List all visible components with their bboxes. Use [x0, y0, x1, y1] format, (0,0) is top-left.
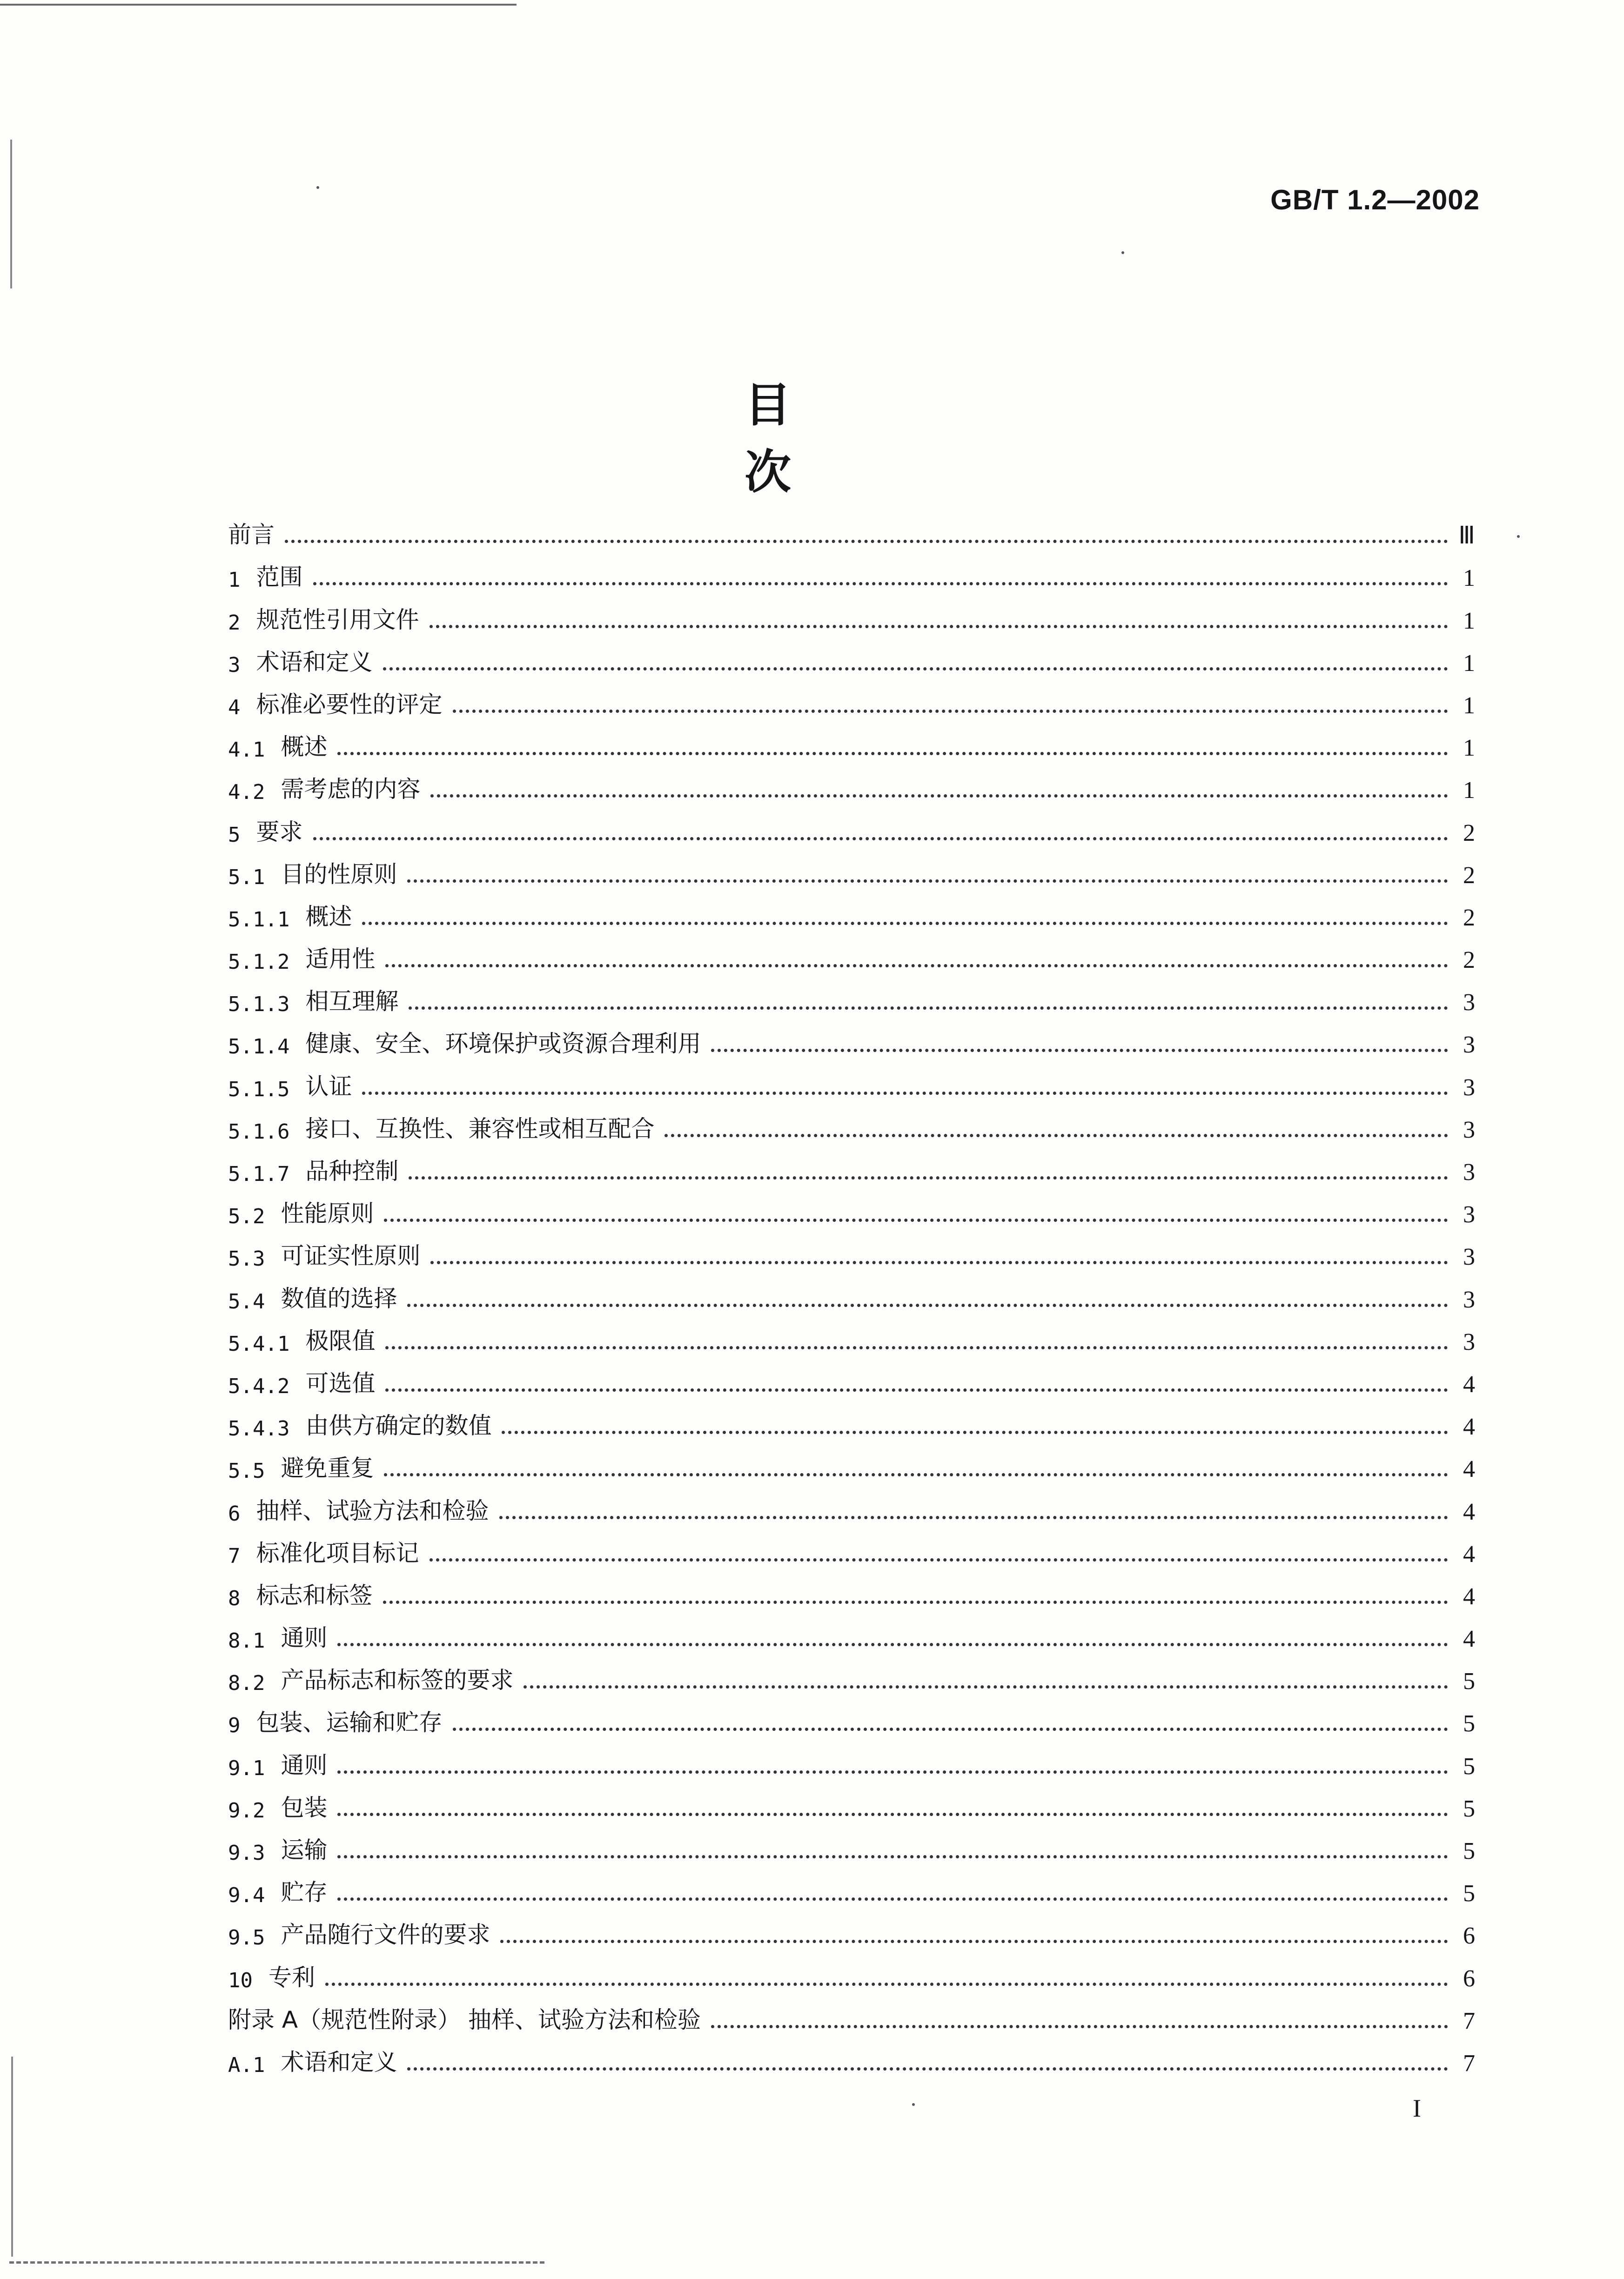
- toc-entry-label: 术语和定义: [256, 648, 373, 676]
- toc-entry-label: 通则: [281, 1624, 328, 1652]
- toc-leader-dots: [407, 2067, 1448, 2071]
- toc-entry-number: 4.2: [228, 780, 265, 804]
- toc-leader-dots: [711, 1048, 1448, 1052]
- toc-entry-number: 10: [228, 1968, 253, 1992]
- toc-leader-dots: [384, 1218, 1448, 1222]
- toc-entry-number: 9.2: [228, 1798, 265, 1823]
- toc-entry-label: 认证: [305, 1072, 352, 1100]
- toc-entry-label: 需考虑的内容: [281, 776, 421, 803]
- toc-entry-label: 极限值: [305, 1327, 376, 1354]
- toc-entry: [228, 1526, 1475, 1568]
- toc-entry-page: 1: [1463, 565, 1475, 592]
- toc-entry-number: 8: [228, 1586, 241, 1610]
- scan-edge-mark: [10, 140, 12, 288]
- toc-entry-label: 要求: [256, 818, 303, 845]
- toc-entry-page: 2: [1463, 947, 1475, 974]
- toc-entry-page: 3: [1463, 1328, 1475, 1355]
- toc-leader-dots: [385, 1346, 1448, 1349]
- toc-entry-page: 5: [1463, 1710, 1475, 1737]
- toc-leader-dots: [383, 1600, 1449, 1604]
- toc-entry: [228, 592, 1475, 634]
- toc-leader-dots: [429, 1558, 1449, 1562]
- toc-entry-page: 3: [1463, 1159, 1475, 1186]
- toc-entry-label: 性能原则: [281, 1200, 374, 1227]
- toc-leader-dots: [430, 794, 1448, 798]
- standard-code: GB/T 1.2—2002: [1270, 184, 1480, 215]
- toc-leader-dots: [409, 1176, 1448, 1180]
- scan-speck: [316, 186, 319, 189]
- toc-entry-label: 可选值: [305, 1369, 376, 1397]
- toc-entry-label: 运输: [281, 1837, 328, 1863]
- toc-entry-number: 5: [228, 823, 241, 847]
- toc-entry-page: 4: [1463, 1583, 1475, 1610]
- toc-leader-dots: [430, 1260, 1448, 1264]
- toc-entry: [228, 1441, 1475, 1483]
- toc-entry-number: 8.1: [228, 1629, 265, 1653]
- toc-leader-dots: [409, 1006, 1448, 1010]
- toc-entry-label: 健康、安全、环境保护或资源合理利用: [305, 1030, 701, 1058]
- toc-entry-number: 5.4.1: [228, 1332, 290, 1356]
- toc-entry-label: 由供方确定的数值: [305, 1412, 492, 1440]
- toc-entry-label: 概述: [281, 733, 328, 761]
- toc-entry-page: 1: [1463, 735, 1475, 762]
- toc-entry-label: 标准必要性的评定: [256, 690, 443, 718]
- toc-entry-page: 7: [1463, 2007, 1475, 2034]
- toc-leader-dots: [453, 1727, 1449, 1731]
- toc-entry: [228, 1059, 1475, 1101]
- toc-leader-dots: [453, 709, 1449, 713]
- toc-leader-dots: [337, 1812, 1448, 1816]
- toc-entry-label: 接口、互换性、兼容性或相互配合: [305, 1115, 655, 1142]
- toc-entry: [228, 507, 1475, 550]
- toc-entry-number: 9.3: [228, 1841, 265, 1865]
- toc-entry: [228, 677, 1475, 719]
- toc-entry-page: 7: [1463, 2050, 1475, 2077]
- toc-entry-page: 4: [1463, 1414, 1475, 1441]
- toc-entry-label: 适用性: [305, 945, 376, 973]
- toc-entry: [228, 804, 1475, 846]
- toc-leader-dots: [385, 964, 1448, 967]
- toc-entry-page: 4: [1463, 1456, 1475, 1483]
- toc-leader-dots: [500, 1939, 1448, 1943]
- toc-entry-label: 数值的选择: [281, 1285, 397, 1312]
- toc-leader-dots: [313, 837, 1449, 840]
- toc-entry-number: 8.2: [228, 1671, 265, 1696]
- toc-entry: [228, 1483, 1475, 1525]
- toc-entry-label: 包装: [281, 1794, 328, 1821]
- toc-entry-page: 3: [1463, 1244, 1475, 1271]
- toc-entry-label: 品种控制: [305, 1158, 399, 1185]
- toc-entry-page: 1: [1463, 650, 1475, 677]
- toc-entry-number: 5.2: [228, 1205, 265, 1229]
- toc-entry-number: 4.1: [228, 738, 265, 762]
- toc-entry-page: 2: [1463, 904, 1475, 931]
- toc-entry: [228, 1101, 1475, 1144]
- toc-leader-dots: [313, 582, 1449, 585]
- toc-entry-label: 术语和定义: [281, 2048, 397, 2076]
- toc-entry-number: 9.1: [228, 1756, 265, 1780]
- toc-entry-page: 2: [1463, 819, 1475, 846]
- toc-entry: [228, 1992, 1475, 2035]
- toc-entry: [228, 719, 1475, 762]
- toc-entry-page: 3: [1463, 1286, 1475, 1313]
- toc-entry-page: 1: [1463, 777, 1475, 804]
- toc-entry-number: 5.4.2: [228, 1374, 290, 1398]
- toc-entry-page: Ⅲ: [1458, 523, 1475, 550]
- toc-leader-dots: [383, 667, 1449, 670]
- toc-entry: [228, 1737, 1475, 1780]
- toc-leader-dots: [362, 921, 1448, 925]
- toc-entry-number: 5.1.4: [228, 1035, 290, 1059]
- toc-leader-dots: [337, 1642, 1448, 1646]
- toc-entry: [228, 1865, 1475, 1907]
- toc-entry-label: 专利: [268, 1964, 315, 1991]
- toc-entry-number: 4: [228, 695, 241, 719]
- toc-entry-page: 3: [1463, 1074, 1475, 1101]
- toc-entry-page: 3: [1463, 1201, 1475, 1228]
- toc-entry-label: 相互理解: [305, 988, 399, 1015]
- toc-entry-number: 5.1.6: [228, 1119, 290, 1144]
- toc-entry-label: 范围: [256, 563, 303, 591]
- toc-entry: [228, 1398, 1475, 1441]
- toc-entry-page: 6: [1463, 1965, 1475, 1992]
- toc-entry-number: 6: [228, 1501, 241, 1526]
- toc-entry: [228, 1653, 1475, 1695]
- toc-entry: [228, 550, 1475, 592]
- toc-entry-page: 3: [1463, 1116, 1475, 1143]
- toc-entry-page: 1: [1463, 692, 1475, 719]
- toc-leader-dots: [337, 1897, 1448, 1901]
- toc-entry-label: 标准化项目标记: [256, 1539, 419, 1567]
- toc-entry-number: 2: [228, 610, 241, 635]
- toc-entry-label: 产品随行文件的要求: [281, 1921, 490, 1949]
- toc-entry-number: 5.3: [228, 1247, 265, 1271]
- toc-entry-page: 4: [1463, 1541, 1475, 1568]
- toc-entry-number: 5.1.3: [228, 992, 290, 1017]
- toc-leader-dots: [429, 624, 1449, 628]
- toc-entry-page: 5: [1463, 1795, 1475, 1822]
- table-of-contents: [228, 507, 1475, 2077]
- toc-entry-page: 3: [1463, 1032, 1475, 1059]
- toc-entry: [228, 889, 1475, 932]
- toc-leader-dots: [502, 1430, 1448, 1434]
- toc-entry: [228, 1314, 1475, 1356]
- toc-entry-number: 1: [228, 568, 241, 592]
- toc-entry-page: 4: [1463, 1626, 1475, 1653]
- toc-entry-label: 标志和标签: [256, 1582, 373, 1609]
- toc-entry-label: 可证实性原则: [281, 1242, 421, 1270]
- toc-entry-label: 目的性原则: [281, 860, 397, 888]
- toc-entry-label: 附录 A（规范性附录） 抽样、试验方法和检验: [228, 2006, 701, 2033]
- toc-entry-page: 6: [1463, 1923, 1475, 1950]
- toc-entry: [228, 847, 1475, 889]
- scan-speck: [1517, 535, 1520, 538]
- scan-border-top: [0, 4, 517, 6]
- scan-speck: [1121, 251, 1124, 254]
- toc-entry-label: 避免重复: [281, 1455, 374, 1482]
- toc-entry-number: 7: [228, 1544, 241, 1568]
- page-number: I: [1413, 2094, 1421, 2122]
- toc-entry: [228, 1271, 1475, 1313]
- toc-leader-dots: [362, 1091, 1448, 1095]
- toc-entry: [228, 1228, 1475, 1271]
- toc-entry: [228, 1568, 1475, 1610]
- toc-leader-dots: [337, 1770, 1448, 1774]
- toc-entry-number: 5.1.7: [228, 1162, 290, 1186]
- toc-entry: [228, 1695, 1475, 1737]
- toc-entry: [228, 1144, 1475, 1186]
- toc-entry-label: 前言: [228, 521, 275, 549]
- toc-entry-page: 4: [1463, 1371, 1475, 1398]
- toc-entry-page: 2: [1463, 862, 1475, 889]
- scan-edge-mark: [11, 2057, 13, 2257]
- toc-entry-label: 抽样、试验方法和检验: [256, 1497, 489, 1524]
- toc-entry-number: 5.4: [228, 1289, 265, 1314]
- toc-entry-number: 5.4.3: [228, 1417, 290, 1441]
- toc-leader-dots: [407, 879, 1448, 883]
- toc-leader-dots: [664, 1133, 1448, 1137]
- toc-leader-dots: [711, 2024, 1448, 2028]
- toc-entry: [228, 635, 1475, 677]
- toc-entry: [228, 1356, 1475, 1398]
- toc-entry: [228, 762, 1475, 804]
- toc-entry-number: 5.5: [228, 1459, 265, 1483]
- toc-leader-dots: [384, 1473, 1448, 1476]
- toc-entry-number: 9.5: [228, 1926, 265, 1950]
- toc-entry-number: 5.1.5: [228, 1077, 290, 1101]
- toc-entry: [228, 1823, 1475, 1865]
- toc-entry-number: 5.1.1: [228, 907, 290, 932]
- toc-entry: [228, 1016, 1475, 1059]
- toc-entry-page: 5: [1463, 1753, 1475, 1780]
- toc-entry-number: A.1: [228, 2053, 265, 2077]
- toc-entry-page: 5: [1463, 1668, 1475, 1695]
- toc-entry-label: 包装、运输和贮存: [256, 1709, 443, 1736]
- toc-entry-page: 3: [1463, 989, 1475, 1016]
- toc-title: 目 次: [745, 378, 861, 499]
- toc-entry-page: 5: [1463, 1880, 1475, 1907]
- toc-leader-dots: [337, 751, 1448, 755]
- toc-entry: [228, 932, 1475, 974]
- toc-entry-number: 9: [228, 1714, 241, 1738]
- toc-entry: [228, 2035, 1475, 2077]
- scan-border-bottom: [9, 2261, 544, 2266]
- toc-entry: [228, 1907, 1475, 1950]
- toc-entry-page: 4: [1463, 1498, 1475, 1525]
- toc-entry: [228, 1610, 1475, 1653]
- toc-entry-label: 通则: [281, 1751, 328, 1779]
- toc-leader-dots: [385, 1388, 1448, 1392]
- toc-leader-dots: [337, 1855, 1448, 1858]
- scan-speck: [912, 2103, 915, 2106]
- toc-entry-label: 产品标志和标签的要求: [281, 1667, 514, 1694]
- toc-entry-number: 3: [228, 653, 241, 677]
- toc-entry-number: 5.1: [228, 865, 265, 889]
- toc-entry: [228, 1780, 1475, 1823]
- toc-entry-number: 5.1.2: [228, 950, 290, 974]
- toc-leader-dots: [285, 539, 1448, 543]
- toc-entry: [228, 1950, 1475, 1992]
- toc-entry-label: 贮存: [281, 1879, 328, 1906]
- toc-entry-number: 9.4: [228, 1884, 265, 1908]
- toc-entry-page: 5: [1463, 1838, 1475, 1864]
- toc-leader-dots: [523, 1685, 1448, 1689]
- toc-entry-label: 规范性引用文件: [256, 606, 419, 633]
- toc-leader-dots: [407, 1303, 1448, 1307]
- toc-leader-dots: [325, 1982, 1448, 1986]
- toc-entry-label: 概述: [305, 903, 352, 930]
- toc-leader-dots: [499, 1515, 1449, 1519]
- toc-entry: [228, 974, 1475, 1016]
- toc-entry-page: 1: [1463, 607, 1475, 634]
- toc-entry: [228, 1186, 1475, 1228]
